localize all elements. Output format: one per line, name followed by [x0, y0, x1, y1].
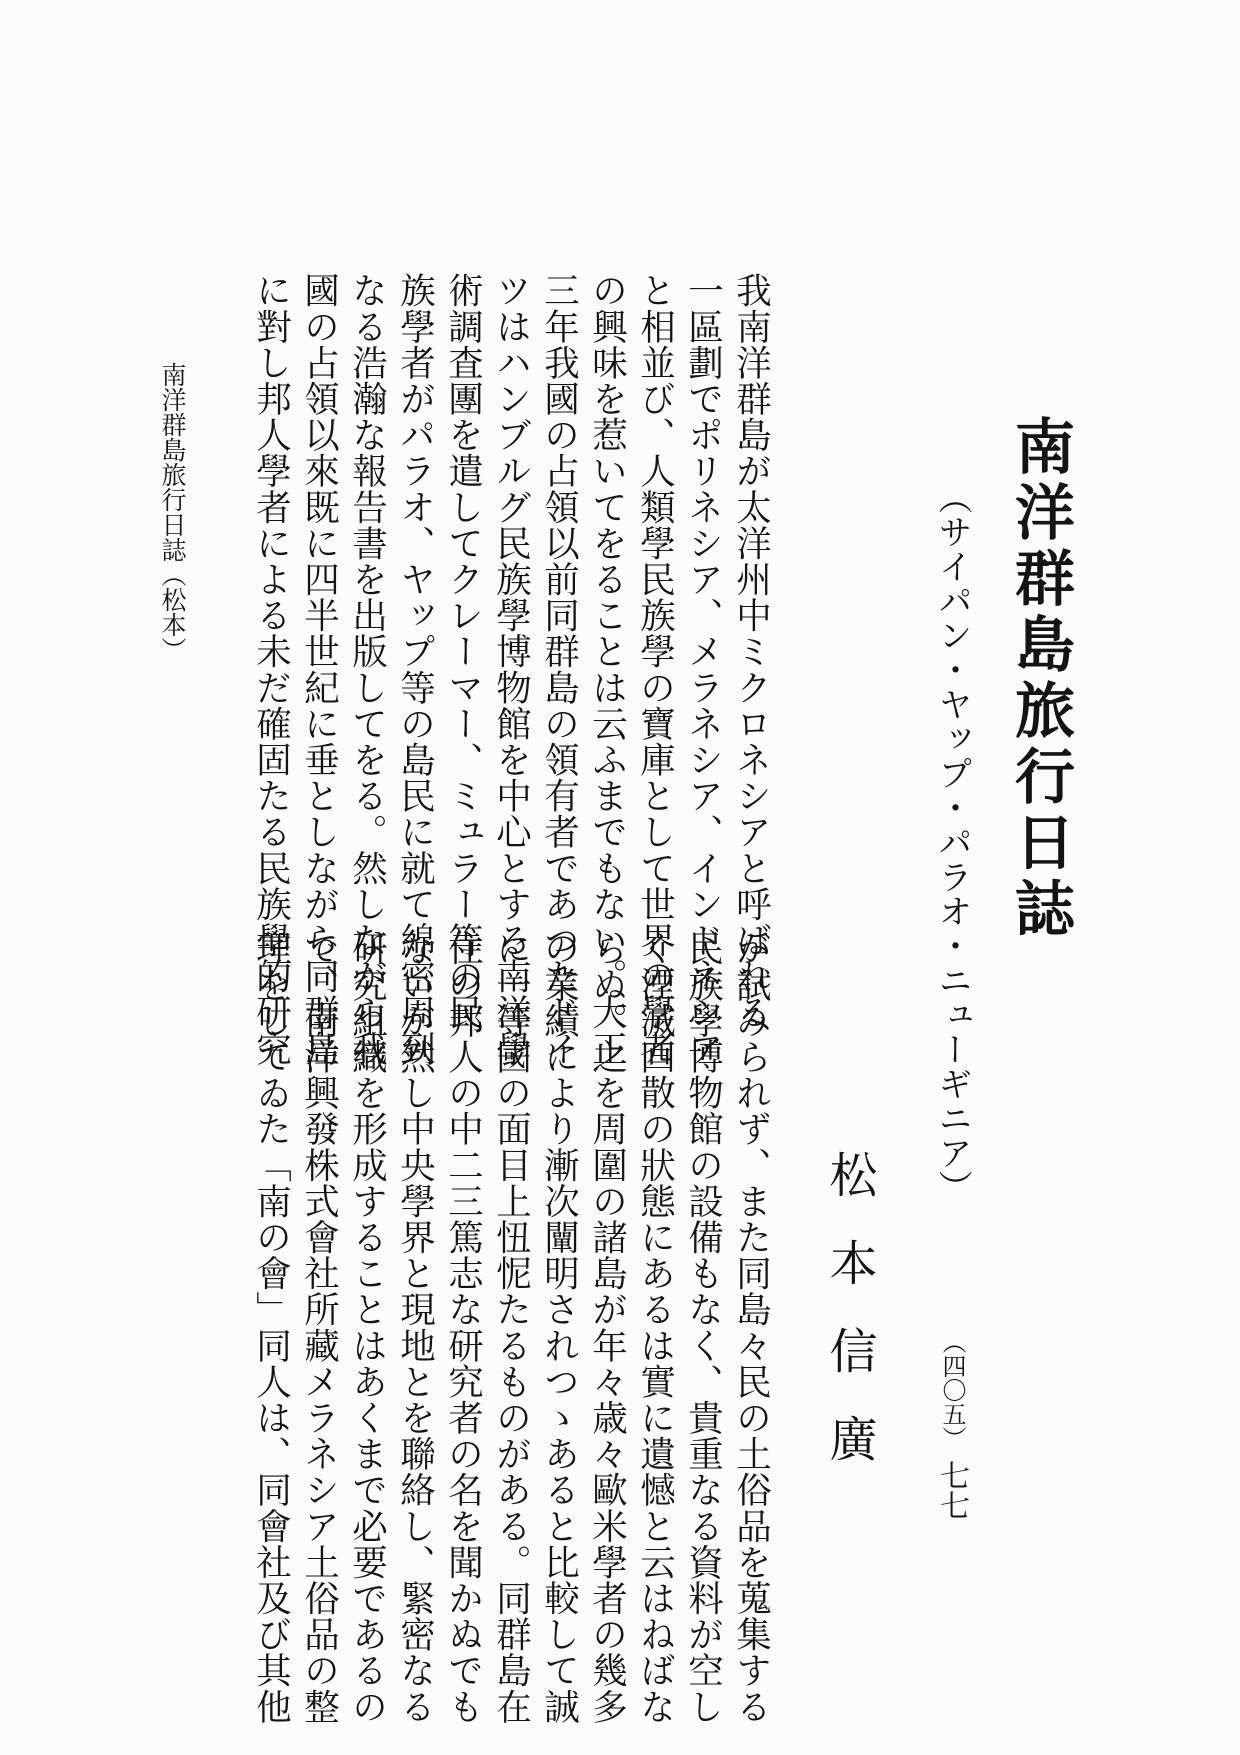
- body-line: 術調査團を遣してクレーマー、ミュラー等の民: [442, 272, 484, 1031]
- body-line: 民族學博物館の設備もなく、貴重なる資料が空し: [682, 930, 724, 1725]
- article-subtitle: （サイパン・ヤップ・パラオ・ニューギニア）: [932, 480, 972, 1205]
- author-name: 松本信廣: [821, 1150, 877, 1502]
- body-line: 理をしてゐた「南の會」同人は、同會社及び其他: [250, 930, 292, 1725]
- body-line: 族學者がパラオ、ヤップ等の島民に就て綿密周到: [394, 272, 436, 1067]
- body-line: と相並び、人類學民族學の寶庫として世界の學者: [634, 272, 676, 1067]
- body-line: の業績により漸次闡明されつゝあると比較して誠: [538, 930, 580, 1725]
- body-line: 三年我國の占領以前同群島の領有者であつたドイ: [538, 272, 580, 1067]
- body-line: に一等國の面目上忸怩たるものがある。同群島在: [490, 930, 532, 1725]
- body-line: が試みられず、また同島々民の土俗品を蒐集する: [730, 930, 772, 1725]
- body-line: 國の占領以來既に四半世紀に垂としながら同群島: [298, 272, 340, 1067]
- running-title: 南洋群島旅行日誌（松本）: [158, 362, 187, 662]
- body-line: の興味を惹いてをることは云ふまでもない。大正: [586, 272, 628, 1067]
- body-line: で、南洋興發株式會社所藏メラネシア土俗品の整: [298, 930, 340, 1725]
- body-line: らぬ。之を周圍の諸島が年々歳々歐米學者の幾多: [586, 930, 628, 1725]
- body-line: に對し邦人學者による未だ確固たる民族學的研究: [250, 272, 292, 1067]
- body-line: 住の邦人の中二三篤志な研究者の名を聞かぬでも: [442, 930, 484, 1725]
- body-line: なる浩瀚な報告書を出版してをる。然しながら我: [346, 272, 388, 1067]
- body-line: 一區劃でポリネシア、メラネシア、インドネシア: [682, 272, 724, 1067]
- article-title: 南洋群島旅行日誌: [1005, 415, 1075, 943]
- body-line: ないが然し中央學界と現地とを聯絡し、緊密なる: [394, 930, 436, 1725]
- body-line: 我南洋群島が太洋州中ミクロネシアと呼ばれる: [730, 272, 772, 1031]
- body-line: ツはハンブルグ民族學博物館を中心とする南洋學: [490, 272, 532, 1067]
- body-line: く湮滅四散の狀態にあるは實に遺憾と云はねばな: [634, 930, 676, 1725]
- page-number: 七七: [934, 1460, 969, 1520]
- original-folio: （四〇五）: [938, 1330, 966, 1450]
- body-line: 研究組織を形成することはあくまで必要であるの: [346, 930, 388, 1725]
